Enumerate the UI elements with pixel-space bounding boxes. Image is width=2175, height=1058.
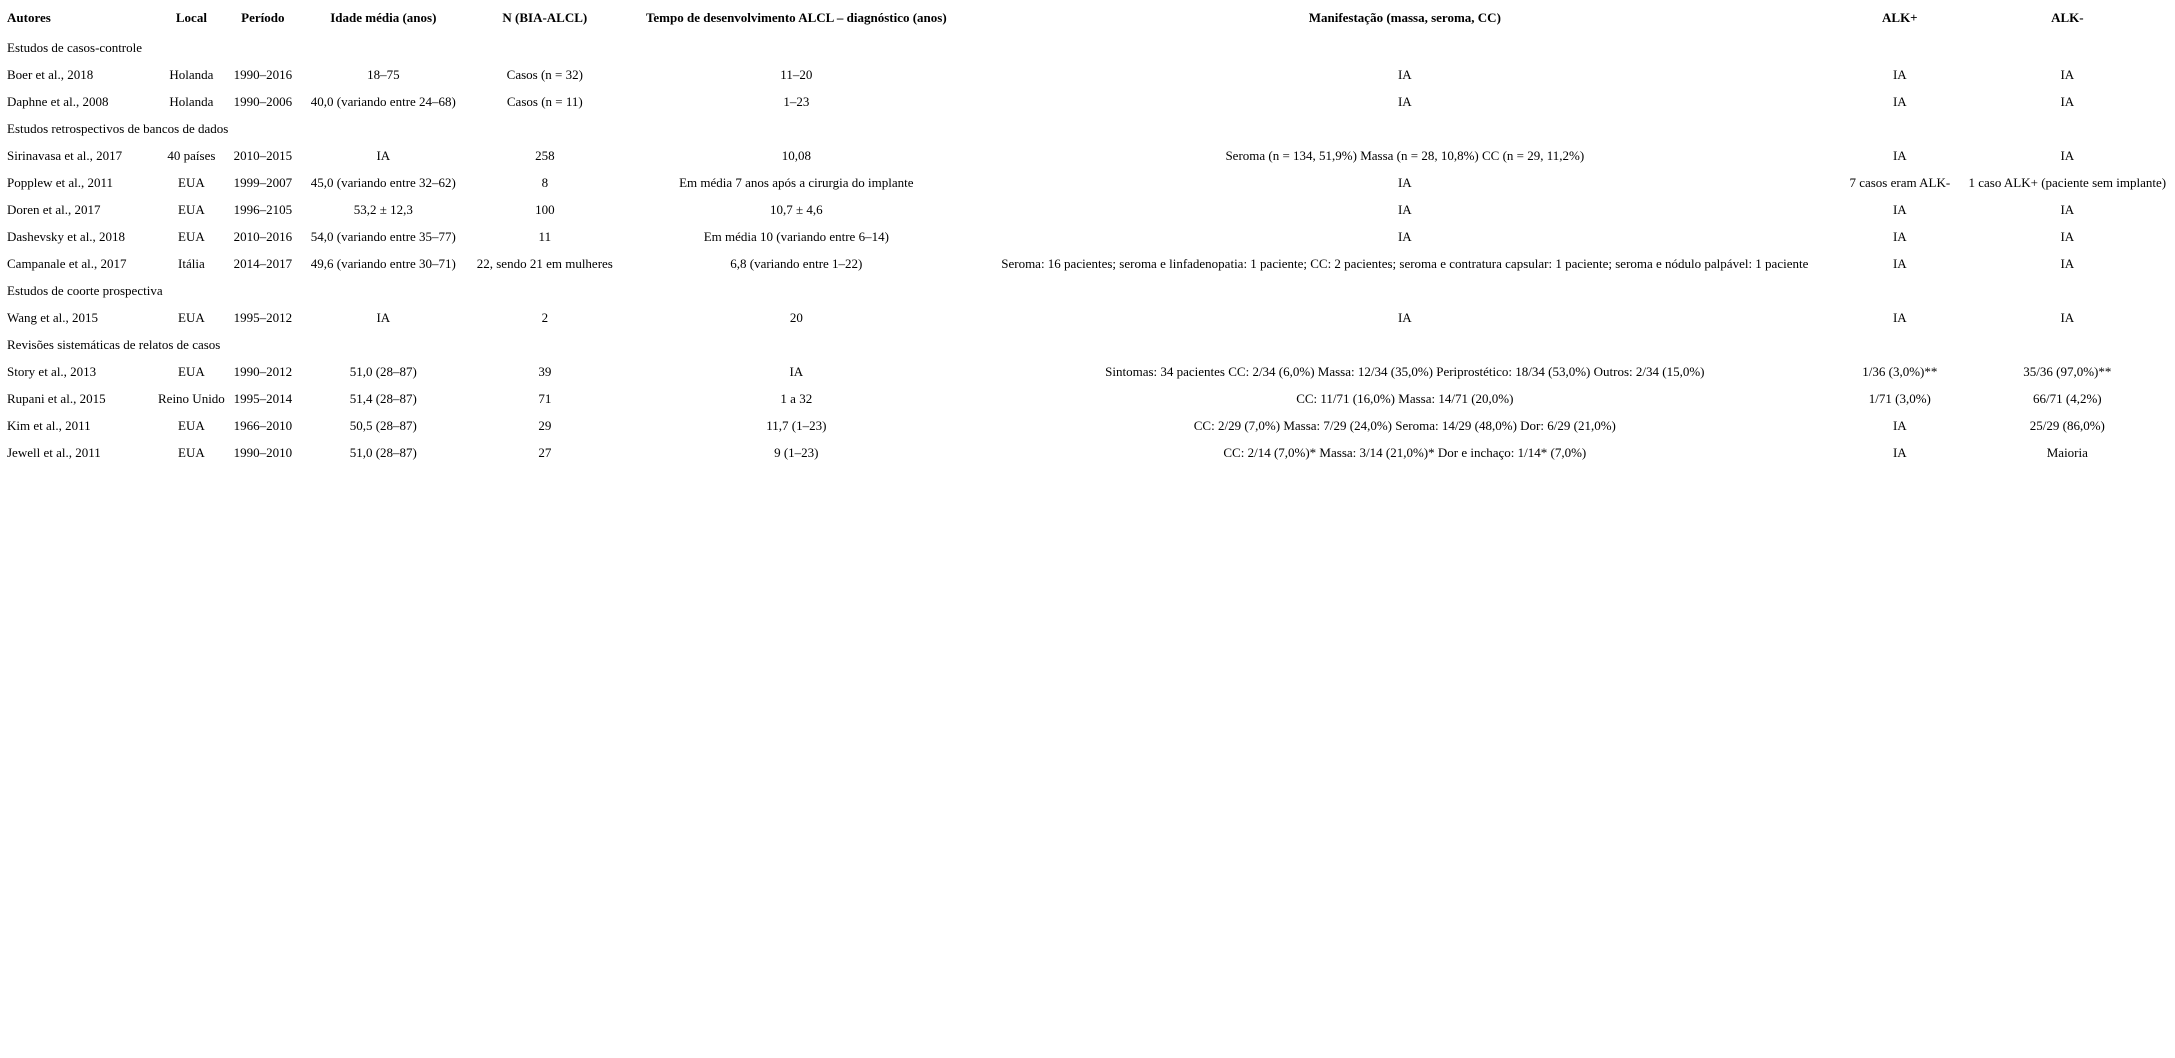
cell-n: Casos (n = 11) — [506, 93, 583, 109]
header-idade: Idade média (anos) — [330, 10, 437, 25]
cell-periodo: 1990–2012 — [233, 363, 293, 379]
cell-idade: 54,0 (variando entre 35–77) — [310, 228, 456, 244]
header-tempo: Tempo de desenvolvimento ALCL – diagnóstico (anos) — [645, 10, 947, 25]
cell-tempo: 11–20 — [780, 66, 813, 82]
cell-alk-pos: IA — [1892, 255, 1907, 271]
header-periodo: Período — [241, 10, 285, 25]
section-title: Estudos de casos-controle — [7, 39, 143, 55]
cell-n: 11 — [538, 228, 552, 244]
header-autores: Autores — [7, 10, 51, 25]
cell-alk-pos: IA — [1892, 147, 1907, 163]
cell-manifestacao: Seroma (n = 134, 51,9%) Massa (n = 28, 10,8%) CC (n = 29, 11,2%) — [1225, 147, 1585, 163]
cell-author: Daphne et al., 2008 — [7, 93, 109, 109]
cell-alk-pos: IA — [1892, 417, 1907, 433]
studies-table — [2, 2, 2173, 466]
section-row — [2, 34, 2173, 61]
cell-periodo: 1990–2006 — [233, 93, 293, 109]
cell-alk-neg: IA — [2060, 255, 2075, 271]
table-row — [2, 439, 2173, 466]
cell-periodo: 2010–2016 — [233, 228, 293, 244]
table-row — [2, 412, 2173, 439]
cell-alk-pos: IA — [1892, 444, 1907, 460]
header-local: Local — [175, 10, 207, 25]
cell-periodo: 1966–2010 — [233, 417, 293, 433]
cell-author: Campanale et al., 2017 — [7, 255, 127, 271]
cell-idade: IA — [376, 147, 391, 163]
cell-local: 40 países — [167, 147, 216, 163]
cell-alk-neg: IA — [2060, 147, 2075, 163]
cell-local: EUA — [178, 363, 205, 379]
cell-manifestacao: CC: 2/29 (7,0%) Massa: 7/29 (24,0%) Seroma: 14/29 (48,0%) Dor: 6/29 (21,0%) — [1193, 417, 1616, 433]
cell-n: 258 — [535, 147, 555, 163]
header-alk-neg: ALK- — [2051, 10, 2084, 25]
cell-periodo: 2010–2015 — [233, 147, 293, 163]
cell-manifestacao: IA — [1397, 93, 1412, 109]
cell-tempo: 1 a 32 — [780, 390, 813, 406]
cell-idade: 45,0 (variando entre 32–62) — [310, 174, 456, 190]
cell-tempo: 20 — [789, 309, 803, 325]
cell-local: EUA — [178, 174, 205, 190]
cell-manifestacao: CC: 11/71 (16,0%) Massa: 14/71 (20,0%) — [1296, 390, 1514, 406]
table-row — [2, 142, 2173, 169]
cell-local: EUA — [178, 228, 205, 244]
cell-alk-neg: 35/36 (97,0%)** — [2023, 363, 2112, 379]
cell-n: Casos (n = 32) — [506, 66, 583, 82]
cell-manifestacao: Sintomas: 34 pacientes CC: 2/34 (6,0%) Massa: 12/34 (35,0%) Periprostético: 18/34 (53,0%) Outros: 2/34 (15,0%) — [1105, 363, 1705, 379]
section-row — [2, 331, 2173, 358]
cell-tempo: 6,8 (variando entre 1–22) — [730, 255, 863, 271]
cell-author: Sirinavasa et al., 2017 — [7, 147, 123, 163]
cell-alk-neg: 66/71 (4,2%) — [2033, 390, 2102, 406]
table-row — [2, 385, 2173, 412]
cell-manifestacao: IA — [1397, 201, 1412, 217]
cell-author: Jewell et al., 2011 — [7, 444, 101, 460]
cell-periodo: 1995–2012 — [233, 309, 293, 325]
cell-tempo: Em média 10 (variando entre 6–14) — [703, 228, 889, 244]
cell-author: Boer et al., 2018 — [7, 66, 94, 82]
cell-author: Dashevsky et al., 2018 — [7, 228, 126, 244]
cell-n: 27 — [538, 444, 552, 460]
section-row — [2, 115, 2173, 142]
table-row — [2, 196, 2173, 223]
cell-periodo: 1990–2016 — [233, 66, 293, 82]
cell-local: Reino Unido — [158, 390, 225, 406]
table-row — [2, 88, 2173, 115]
cell-manifestacao: IA — [1397, 174, 1412, 190]
cell-local: EUA — [178, 309, 205, 325]
cell-idade: 18–75 — [367, 66, 400, 82]
cell-local: EUA — [178, 417, 205, 433]
cell-tempo: 10,08 — [781, 147, 811, 163]
cell-local: Itália — [178, 255, 205, 271]
cell-alk-neg: 25/29 (86,0%) — [2029, 417, 2105, 433]
cell-idade: 49,6 (variando entre 30–71) — [310, 255, 456, 271]
cell-alk-pos: IA — [1892, 228, 1907, 244]
cell-author: Rupani et al., 2015 — [7, 390, 106, 406]
cell-n: 22, sendo 21 em mulheres — [476, 255, 613, 271]
table-row — [2, 250, 2173, 277]
header-manifestacao: Manifestação (massa, seroma, CC) — [1308, 10, 1501, 25]
cell-manifestacao: IA — [1397, 66, 1412, 82]
table-row — [2, 223, 2173, 250]
cell-author: Kim et al., 2011 — [7, 417, 91, 433]
cell-tempo: 1–23 — [783, 93, 810, 109]
section-title: Estudos retrospectivos de bancos de dados — [7, 120, 229, 136]
cell-idade: 51,0 (28–87) — [349, 444, 417, 460]
cell-alk-pos: IA — [1892, 93, 1907, 109]
cell-tempo: 9 (1–23) — [774, 444, 819, 460]
cell-periodo: 2014–2017 — [233, 255, 293, 271]
cell-n: 29 — [538, 417, 552, 433]
cell-periodo: 1999–2007 — [233, 174, 293, 190]
cell-local: EUA — [178, 201, 205, 217]
table-row — [2, 61, 2173, 88]
cell-local: Holanda — [169, 66, 214, 82]
cell-idade: IA — [376, 309, 391, 325]
cell-idade: 51,4 (28–87) — [349, 390, 417, 406]
cell-alk-pos: 7 casos eram ALK- — [1849, 174, 1951, 190]
cell-n: 39 — [538, 363, 552, 379]
cell-manifestacao: IA — [1397, 309, 1412, 325]
cell-n: 71 — [538, 390, 552, 406]
cell-tempo: Em média 7 anos após a cirurgia do implante — [679, 174, 914, 190]
cell-author: Story et al., 2013 — [7, 363, 97, 379]
section-title: Revisões sistemáticas de relatos de casos — [7, 336, 221, 352]
cell-alk-neg: IA — [2060, 201, 2075, 217]
cell-tempo: 11,7 (1–23) — [766, 417, 827, 433]
cell-author: Popplew et al., 2011 — [7, 174, 114, 190]
cell-alk-pos: IA — [1892, 66, 1907, 82]
cell-tempo: IA — [789, 363, 804, 379]
cell-n: 8 — [541, 174, 549, 190]
cell-manifestacao: Seroma: 16 pacientes; seroma e linfadenopatia: 1 paciente; CC: 2 pacientes; seroma e contratura capsular: 1 paciente; seroma e nódulo palpável: 1 paciente — [1001, 255, 1809, 271]
cell-manifestacao: IA — [1397, 228, 1412, 244]
cell-alk-pos: IA — [1892, 309, 1907, 325]
cell-alk-neg: 1 caso ALK+ (paciente sem implante) — [1968, 174, 2167, 190]
table-header-row — [2, 2, 2173, 34]
section-row — [2, 277, 2173, 304]
table-body — [2, 34, 2173, 466]
cell-idade: 53,2 ± 12,3 — [353, 201, 413, 217]
cell-alk-neg: IA — [2060, 228, 2075, 244]
cell-periodo: 1990–2010 — [233, 444, 293, 460]
cell-n: 100 — [535, 201, 555, 217]
cell-alk-neg: IA — [2060, 66, 2075, 82]
table-row — [2, 358, 2173, 385]
section-title: Estudos de coorte prospectiva — [7, 282, 163, 298]
cell-periodo: 1996–2105 — [233, 201, 293, 217]
header-n: N (BIA-ALCL) — [502, 10, 588, 25]
cell-idade: 51,0 (28–87) — [349, 363, 417, 379]
cell-alk-pos: IA — [1892, 201, 1907, 217]
cell-idade: 50,5 (28–87) — [349, 417, 417, 433]
cell-idade: 40,0 (variando entre 24–68) — [310, 93, 456, 109]
cell-author: Doren et al., 2017 — [7, 201, 101, 217]
cell-n: 2 — [541, 309, 549, 325]
cell-periodo: 1995–2014 — [233, 390, 293, 406]
cell-author: Wang et al., 2015 — [7, 309, 99, 325]
cell-alk-neg: IA — [2060, 93, 2075, 109]
cell-alk-neg: IA — [2060, 309, 2075, 325]
cell-manifestacao: CC: 2/14 (7,0%)* Massa: 3/14 (21,0%)* Dor e inchaço: 1/14* (7,0%) — [1223, 444, 1587, 460]
cell-alk-pos: 1/36 (3,0%)** — [1862, 363, 1938, 379]
table-row — [2, 169, 2173, 196]
table-row — [2, 304, 2173, 331]
cell-tempo: 10,7 ± 4,6 — [769, 201, 823, 217]
cell-alk-pos: 1/71 (3,0%) — [1868, 390, 1931, 406]
cell-alk-neg: Maioria — [2046, 444, 2088, 460]
cell-local: EUA — [178, 444, 205, 460]
header-alk-pos: ALK+ — [1882, 10, 1918, 25]
cell-local: Holanda — [169, 93, 214, 109]
